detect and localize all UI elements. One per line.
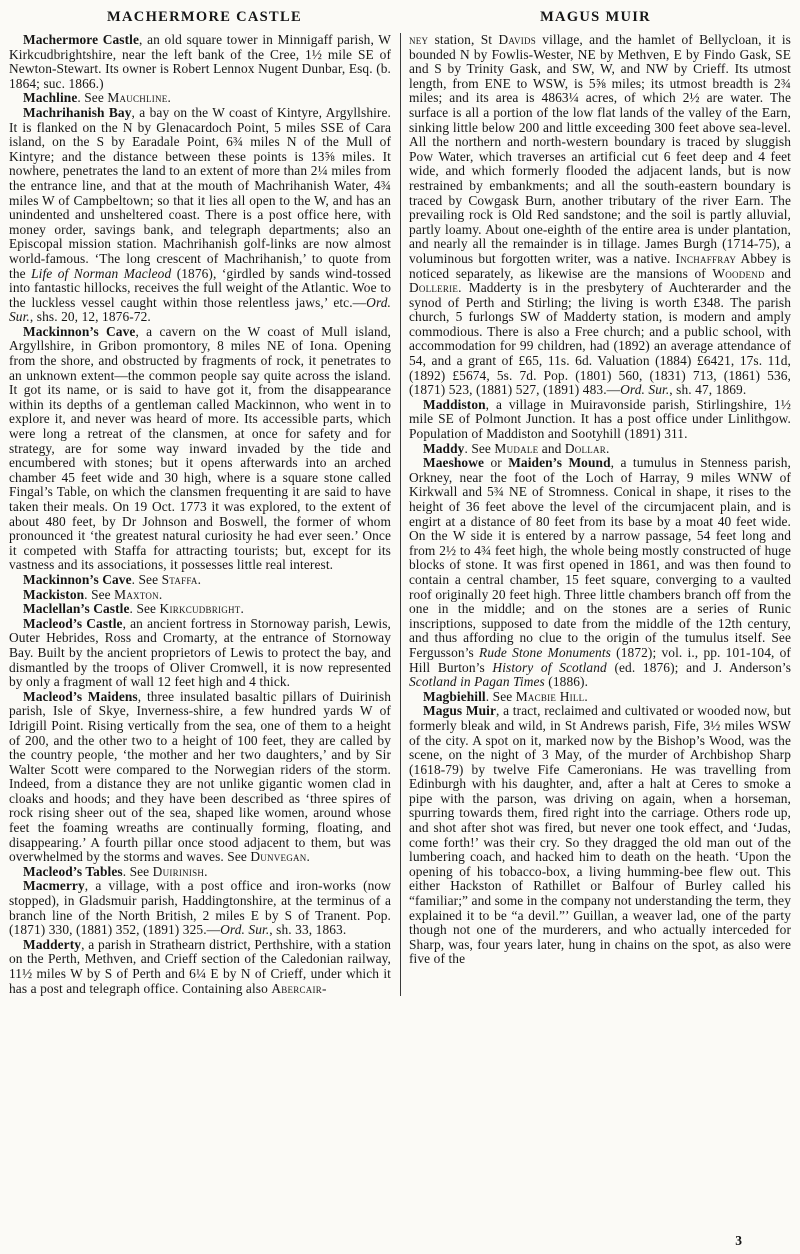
text-run: . See (84, 586, 115, 602)
gazetteer-entry (9, 573, 391, 588)
cross-reference: Dollerie (409, 280, 459, 296)
cross-reference: Woodend (712, 265, 765, 281)
entry-lead: Maclellan’s Castle (23, 601, 130, 617)
entry-lead: Macleod’s Tables (23, 863, 123, 879)
italic-title: Rude Stone Monuments (479, 644, 611, 660)
text-run: (ed. 1876); and J. Anderson’s (606, 659, 792, 675)
text-run: , a tract, reclaimed and cultivated or wooded now, but formerly bleak and wild, in St Andrews parish, Fife, 3½ miles WSW of the city. A spot on it, marked now by the Bishop’s Wood, was the scene, on the night of 3 May, of the murder of Archbishop Sharp (1618-79) by twelve Fife Cameronians. He was travelling from Edinburgh with his daughter, and, after a halt at Ceres to smoke a pipe with the parson, was driving on again, when a horseman, spurring towards them, fired right into the carriage. Others rode up, and shot after shot was fired, but never one took effect, and ‘Judas, come forth!’ was their cry. So they dragged the old man out of the lumbering coach, and hacked him to death on the heath. ‘Upon the opening of his tobacco-box, a living humming-bee flew out. This either Hackston of Rathillet or Balfour of Burley called his “familiar;” and some in the company not understanding the term, they explained it to be “a devil.”’ Guillan, a weaver lad, one of the party though not one of the murderers, and who actually interceded for Sharp, was, four years later, hung in chains on the spot, as also were five of the (409, 703, 791, 967)
gazetteer-entry (409, 398, 791, 442)
entry-continuation (409, 33, 791, 398)
text-run: , three insulated basaltic pillars of Duirinish parish, Isle of Skye, Inverness-shire, a few hundred yards W of Idrigill Point. Rising vertically from the sea, one of them to a height of 200, and the other two to a height of 100 feet, they are called by the country people, ‘the mother and her two daughters,’ and by Sir Walter Scott were compared to the Norwegian riders of the storm. Indeed, from a distance they are not unlike gigantic women clad in cloaks and hoods; and they have been described as ‘three spires of rock rising sheer out of the sea, shaped like women, around whose feet the foaming wreaths are continually forming, floating, and disappearing.’ A fourth pillar once stood adjacent to them, but was overwhelmed by the storms and waves. See (9, 688, 391, 865)
gazetteer-entry (409, 690, 791, 705)
text-run: . Madderty is in the presbytery of Auchterarder and the synod of Perth and Stirling; the living is worth £348. The parish church, 5 furlongs SW of Madderty station, is modern and amply commodious. There is also a Free church; and a public school, with accommodation for 99 children, had (1892) an average attendance of 54, and a grant of £65, 11s. 6d. Valuation (1884) £6421, 17s. 11d, (1892) £5674, 5s. 7d. Pop. (1801) 560, (1831) 713, (1861) 536, (1871) 523, (1881) 527, (1891) 483.— (409, 280, 791, 398)
text-run: . See (122, 863, 153, 879)
text-run: . (606, 440, 610, 456)
cross-reference: Abercair- (271, 980, 327, 996)
cross-reference: ney (409, 32, 429, 47)
cross-reference: Dunvegan (250, 849, 307, 865)
entry-lead: Maeshowe (423, 455, 485, 471)
right-column (409, 33, 791, 996)
gazetteer-entry (9, 690, 391, 865)
running-head-left: MACHERMORE CASTLE (107, 9, 302, 25)
gazetteer-entry (9, 617, 391, 690)
left-column (9, 33, 391, 996)
gazetteer-entry (9, 938, 391, 996)
entry-lead: Mackiston (23, 586, 85, 602)
page-number: 3 (735, 1233, 742, 1248)
entry-lead: Mackinnon’s Cave (23, 323, 136, 339)
text-run: or (484, 455, 509, 471)
text-run: . See (129, 601, 160, 617)
text-run: and (538, 440, 565, 456)
text-run: , a tumulus in Stenness parish, Orkney, near the foot of the Loch of Harray, 9 miles WNW of Kirkwall and 5¾ NE of Stromness. Conical in shape, it rises to the height of 36 feet above the level of the circumjacent plain, and is engirt at a distance of 80 feet from its base by a moat 40 feet wide. On the W side it is entered by a narrow passage, 54 feet long and from 2½ to 4¾ feet high, the whole being mostly constructed of huge blocks of stone. It was first opened in 1861, and was then found to contain a central chamber, 15 feet square, converging to a vaulted roof originally 20 feet high. Three little chambers branch off from the one in the middle; and on the stones are a series of Runic inscriptions, supposed to date from the middle of the 12th century, and thus affording no clue to the origin of the tumulus itself. See Fergusson’s (409, 455, 791, 660)
entry-lead: Maddiston (423, 396, 486, 412)
text-run: , sh. 47, 1869. (669, 382, 747, 398)
text-run: . See (131, 571, 162, 587)
italic-title: Scotland in Pagan Times (409, 674, 545, 690)
cross-reference: Staffa (161, 571, 198, 587)
entry-lead: Macmerry (23, 878, 85, 894)
text-run: . (240, 601, 244, 617)
running-header-row (9, 9, 791, 26)
text-run: . (306, 849, 310, 865)
cross-reference: Mauchline (107, 90, 168, 106)
gazetteer-entry (9, 588, 391, 603)
italic-title: Ord. Sur. (9, 294, 391, 325)
running-head-right: MAGUS MUIR (540, 9, 651, 25)
cross-reference: Davids (498, 32, 536, 47)
text-run: . (584, 688, 588, 704)
gazetteer-entry (9, 106, 391, 325)
cross-reference: Maxton (114, 586, 159, 602)
gazetteer-entry (9, 879, 391, 937)
entry-lead: Machrihanish Bay (23, 104, 132, 120)
italic-title: Ord. Sur. (620, 382, 670, 398)
text-run: , a village in Muiravonside parish, Stirlingshire, 1½ mile SE of Polmont Junction. It has a post office under Linlithgow. Population of Maddiston and Sootyhill (1891) 311. (409, 396, 791, 442)
entry-lead: Madderty (23, 936, 82, 952)
italic-title: History of Scotland (492, 659, 607, 675)
cross-reference: Kirkcudbright (159, 601, 241, 617)
text-run: . (158, 586, 163, 602)
gazetteer-entry (9, 865, 391, 880)
gazetteer-entry (9, 33, 391, 91)
text-run: . See (464, 440, 495, 456)
cross-reference: Duirinish (152, 863, 205, 879)
text-run: village, and the hamlet of Bellycloan, it is bounded N by Fowlis-Wester, NE by Methven, E by Findo Gask, SE and S by Trinity Gask, and SW, W, and NW by Crieff. Its utmost length, from ENE to WSW, is 5⅝ miles; its utmost breadth is 2¾ miles; and its area is 4863¼ acres, of which 2½ are water. The surface is all a portion of the low flat lands of the valley of the Earn, sinking little below 200 and little exceeding 300 feet above sea-level. All the northern and north-western boundary is traced by sluggish Pow Water, which traverses an artificial cut 6 feet deep and 4 feet wide, and which formerly flooded the adjacent lands, but is now restrained by embankments; and all the south-eastern boundary is traced by Cowgask Burn, another tributary of the river Earn. The prevailing rock is Old Red sandstone; and the soil is partly alluvial, partly loamy. About one-eighth of the entire area is under plantation, and nearly all the remainder is in tillage. James Burgh (1714-75), a voluminous but forgotten writer, was a native. (409, 32, 791, 266)
text-run: , a bay on the W coast of Kintyre, Argyllshire. It is flanked on the N by Glenacardoch Point, 5 miles SSE of Cara island, on the S by Earadale Point, 6¾ miles N of the Mull of Kintyre; and the distance between these points is 13⅝ miles. It nowhere, penetrates the land to an extent of more than 2¼ miles from the entrance line, and that at the mouth of Machrihanish Water, 4¾ miles W of Campbeltown; so that it lies all open to the W, and has an unindented and unsheltered coast. There is a post office here, with money order, savings bank, and telegraph departments; also an Episcopal mission station. Machrihanish golf-links are now almost world-famous. ‘The long crescent of Machrihanish,’ to quote from the (9, 104, 391, 281)
text-run: (1872); vol. i., pp. 101-104, of Hill Burton’s (409, 644, 791, 675)
text-run: , sh. 33, 1863. (269, 922, 347, 938)
text-run: . See (485, 688, 516, 704)
italic-title: Life of Norman Macleod (31, 265, 172, 281)
text-run: Abbey is noticed separately, as likewise are the mansions of (409, 250, 791, 281)
text-run: . (167, 90, 171, 106)
entry-lead: Macleod’s Castle (23, 615, 123, 631)
text-run: , an ancient fortress in Stornoway parish, Lewis, Outer Hebrides, Ross and Cromarty, at the entrance of Stornoway Bay. Built by the ancient proprietors of Lewis to protect the bay, and dismantled by the troops of Oliver Cromwell, it is now represented by only a fragment of wall 12 feet high and 4 thick. (9, 615, 391, 690)
gazetteer-entry (409, 456, 791, 690)
italic-title: Ord. Sur. (220, 922, 270, 938)
text-run: , a parish in Strathearn district, Perthshire, with a station on the Perth, Methven, and Crieff section of the Caledonian railway, 11½ miles W by S of Perth and 6¼ E by N of Crieff, under which it has a post and telegraph office. Containing also (9, 936, 391, 996)
cross-reference: Dollar (564, 440, 607, 456)
cross-reference: Macbie Hill (515, 688, 585, 704)
gazetteer-entry (9, 91, 391, 106)
text-run: , shs. 20, 12, 1876-72. (29, 309, 151, 325)
text-run: . (197, 571, 202, 587)
gazetteer-entry (409, 704, 791, 967)
entry-lead: Maddy (423, 440, 465, 456)
gazetteer-entry (9, 325, 391, 573)
gazetteer-entry (9, 602, 391, 617)
entry-lead: Magbiehill (423, 688, 486, 704)
text-run: , an old square tower in Minnigaff parish, W Kirkcudbrightshire, near the left bank of the Cree, 1½ mile SE of Newton-Stewart. Its owner is Robert Lennox Nugent Dunbar, Esq. (b. 1864; suc. 1866.) (9, 32, 392, 91)
entry-lead: Maiden’s Mound (508, 455, 611, 471)
cross-reference: Mudale (494, 440, 539, 456)
entry-lead: Magus Muir (423, 703, 496, 719)
text-run: station, St (428, 32, 499, 47)
text-run: and (764, 265, 791, 281)
gazetteer-entry (409, 442, 791, 457)
text-run: . (204, 863, 208, 879)
cross-reference: Inchaffray (675, 250, 737, 266)
entry-lead: Macleod’s Maidens (23, 688, 138, 704)
text-run: , a cavern on the W coast of Mull island, Argyllshire, in Gribon promontory, 8 miles NE of Iona. Opening from the shore, and obstructed by fragments of rock, it penetrates to an unknown extent—the common people say quite across the island. It got its name, or is said to have got it, from the disappearance within its depths of a gentleman called Mackinnon, who went in to explore it, and never was heard of more. Its accessible parts, which were long a retreat of the clansmen, at once for safety and for strategy, are for some way inward invaded by the tide and encumbered with stones; but it opens afterwards into an arched chamber 45 feet wide and 30 high, where is a square stone called Fingal’s Table, on which the clansmen frequenting it are said to have taken their meals. On 19 Oct. 1773 it was explored, to the extent of about 480 feet, by Dr Johnson and Boswell, the former of whom pronounced it ‘the greatest natural curiosity he had ever seen.’ Once it competed with Staffa for attracting tourists; but, except for its vastness and its associations, it possesses little real interest. (9, 323, 391, 573)
text-run: . See (77, 90, 108, 106)
entry-lead: Machermore Castle (23, 32, 140, 47)
text-run: (1876), ‘girdled by sands wind-tossed into fantastic hillocks, receives the full weight of the Atlantic. Woe to the luckless vessel caught within those relentless jaws,’ etc.— (9, 265, 391, 310)
column-divider-rule (400, 33, 401, 996)
text-run: , a village, with a post office and iron-works (now stopped), in Gladsmuir parish, Haddingtonshire, at the terminus of a branch line of the North British, 2 miles E by S of Tranent. Pop. (1871) 330, (1881) 352, (1891) 325.— (9, 878, 391, 938)
entry-lead: Machline (23, 90, 78, 106)
entry-lead: Mackinnon’s Cave (23, 571, 132, 587)
text-columns (9, 33, 791, 996)
text-run: (1886). (544, 674, 589, 690)
